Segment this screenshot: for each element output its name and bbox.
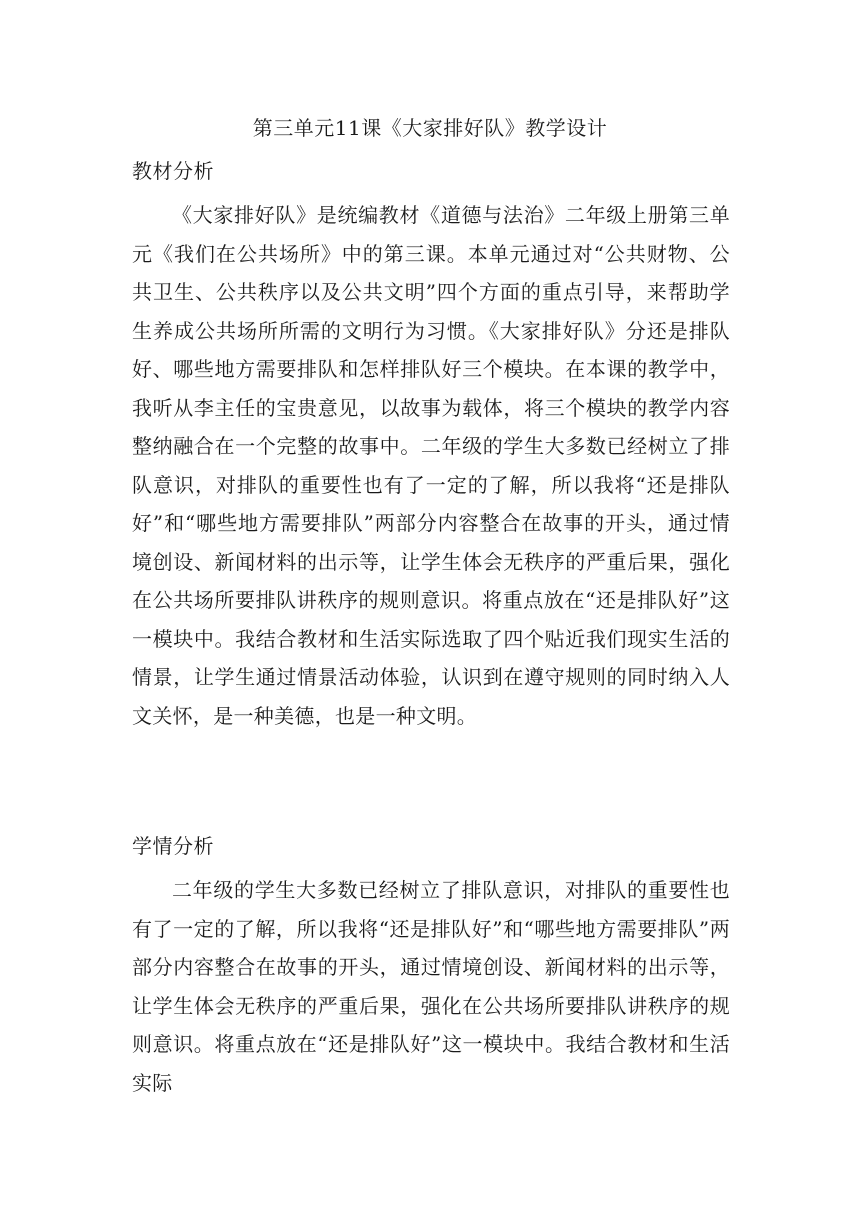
document-title: 第三单元11课《大家排好队》教学设计 [252, 116, 608, 140]
section-paragraph-textbook-analysis: 《大家排好队》是统编教材《道德与法治》二年级上册第三单元《我们在公共场所》中的第三课。本单元通过对“公共财物、公共卫生、公共秩序以及公共文明”四个方面的重点引导，来帮助学生养成公共场所所需的文明行为习惯。《大家排好队》分还是排队好、哪些地方需要排队和怎样排队好三个模块。在本课的教学中，我听从李主任的宝贵意见，以故事为载体，将三个模块的教学内容整纳融合在一个完整的故事中。二年级的学生大多数已经树立了排队意识，对排队的重要性也有了一定的了解，所以我将“还是排队好”和“哪些地方需要排队”两部分内容整合在故事的开头，通过情境创设、新闻材料的出示等，让学生体会无秩序的严重后果，强化在公共场所要排队讲秩序的规则意识。将重点放在“还是排队好”这一模块中。我结合教材和生活实际选取了四个贴近我们现实生活的情景，让学生通过情景活动体验，认识到在遵守规则的同时纳入人文关怀，是一种美德，也是一种文明。 [132, 203, 730, 728]
section-paragraph-learner-analysis: 二年级的学生大多数已经树立了排队意识，对排队的重要性也有了一定的了解，所以我将“还是排队好”和“哪些地方需要排队”两部分内容整合在故事的开头，通过情境创设、新闻材料的出示等，让学生体会无秩序的严重后果，强化在公共场所要排队讲秩序的规则意识。将重点放在“还是排队好”这一模块中。我结合教材和生活实际 [132, 878, 730, 1095]
section-heading-textbook-analysis: 教材分析 [132, 159, 214, 183]
section-heading-learner-analysis: 学情分析 [132, 834, 214, 858]
